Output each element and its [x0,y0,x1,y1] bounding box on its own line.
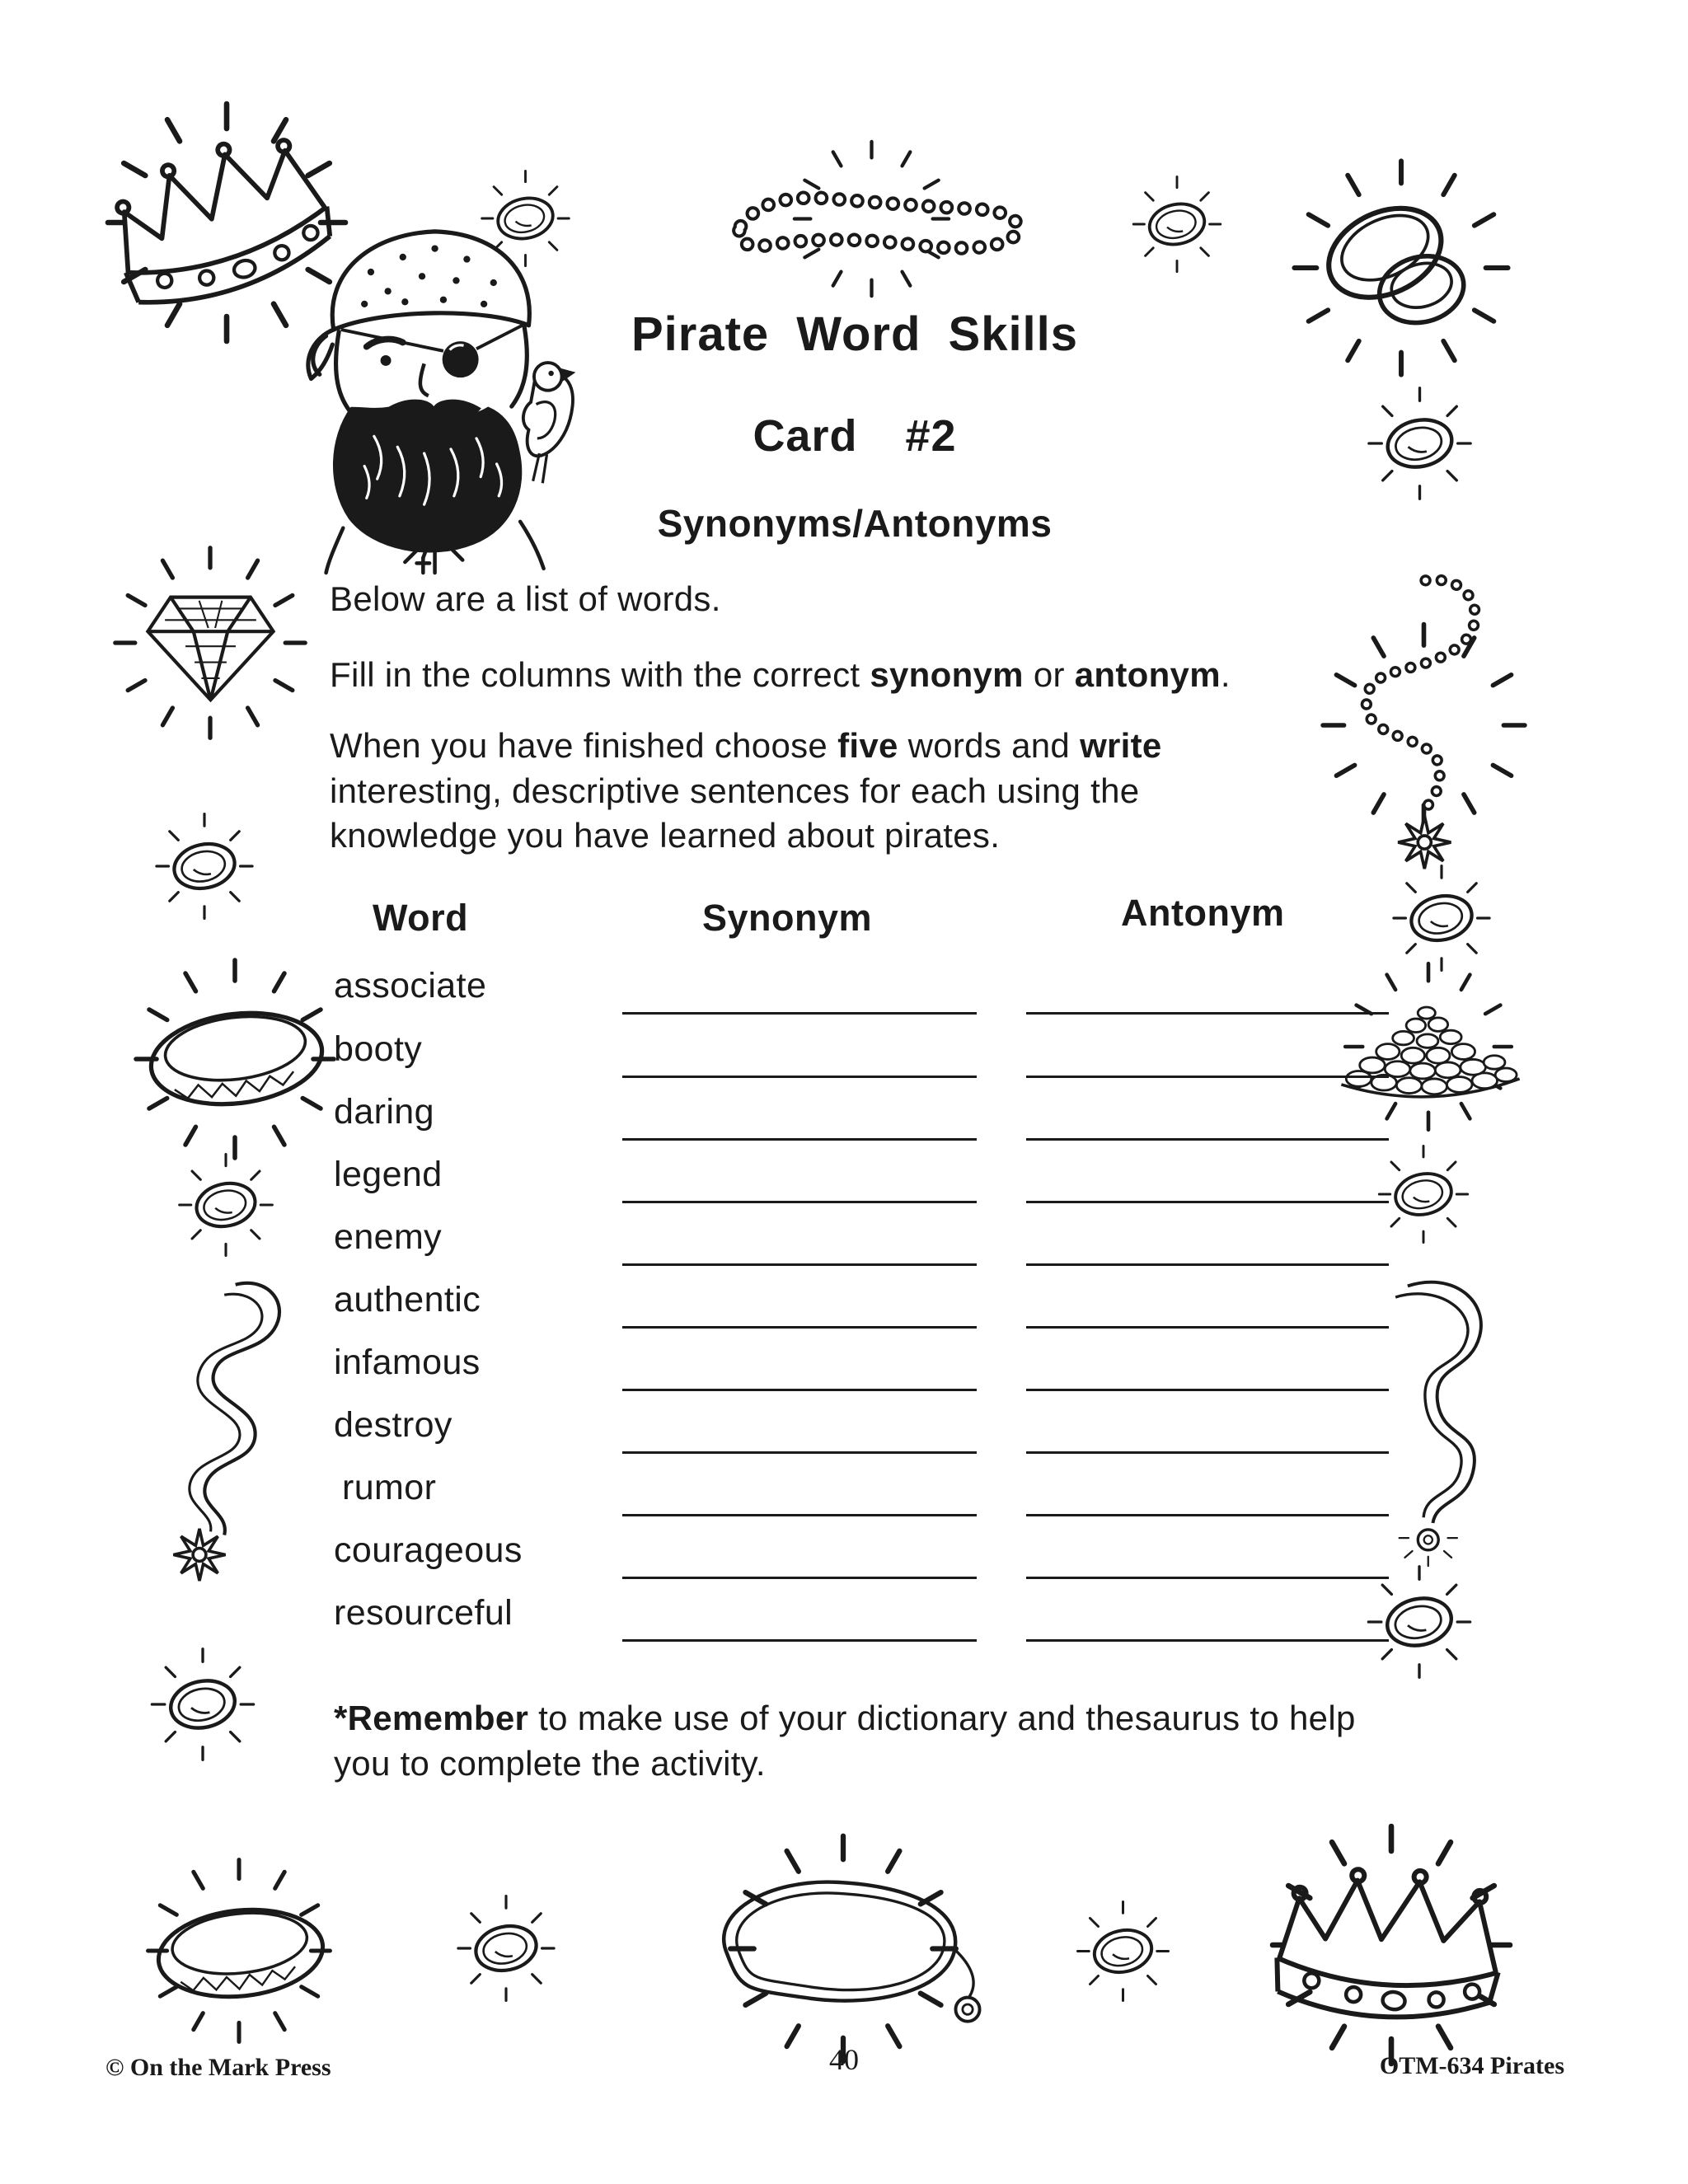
coin-icon [441,1894,571,2003]
word-label: courageous [334,1530,523,1570]
coin-icon [1360,386,1479,501]
synonym-blank-line [622,1639,977,1642]
antonym-blank-line [1026,1138,1389,1141]
ring-icon [135,1873,346,2033]
synonym-blank-line [622,1263,977,1266]
card-number: Card #2 [753,411,957,461]
word-label: daring [334,1092,434,1132]
word-label: authentic [334,1280,481,1319]
synonym-blank-line [622,1514,977,1516]
product-code: OTM-634 Pirates [1379,2052,1564,2079]
loop-necklace-icon [686,1853,999,2046]
crown-icon [1246,1835,1540,2060]
word-row [0,1343,1688,1407]
word-label: legend [334,1155,443,1194]
antonym-blank-line [1026,1326,1389,1329]
word-label: associate [334,966,487,1005]
coin-icon [147,812,262,921]
page-subtitle: Synonyms/Antonyms [657,502,1053,545]
word-row [0,1280,1688,1344]
word-row [0,1405,1688,1469]
word-row [0,1530,1688,1595]
coin-icon [1383,864,1500,972]
word-label: enemy [334,1217,443,1257]
synonym-blank-line [622,1076,977,1078]
word-row [0,1155,1688,1219]
bead-necklace-star-pendant-icon [1337,560,1514,886]
word-label: infamous [334,1343,481,1382]
synonym-blank-line [622,1201,977,1203]
word-label: booty [334,1029,423,1069]
word-label: resourceful [334,1593,513,1633]
word-label: destroy [334,1405,452,1445]
column-header-word: Word [373,897,469,939]
page-number: 40 [829,2043,859,2076]
instruction-line-1: Below are a list of words. [330,579,721,618]
pearl-necklace-icon [707,163,1041,279]
antonym-blank-line [1026,1451,1389,1454]
synonym-blank-line [622,1012,977,1015]
synonym-blank-line [622,1451,977,1454]
word-row [0,1029,1688,1094]
instruction-line-2: Fill in the columns with the correct synonym or antonym. [330,655,1231,694]
double-ring-icon [1306,180,1500,363]
word-row [0,1593,1688,1657]
synonym-blank-line [622,1577,977,1579]
instruction-line-3: When you have finished choose five words and write interesting, descriptive sentences for each using the knowledge you have learned about pirates. [330,726,1162,855]
page-title: Pirate Word Skills [631,307,1079,361]
synonym-blank-line [622,1326,977,1329]
antonym-blank-line [1026,1012,1389,1015]
word-row [0,966,1688,1030]
word-row [0,1092,1688,1156]
antonym-blank-line [1026,1639,1389,1642]
synonym-blank-line [622,1389,977,1391]
word-row [0,1217,1688,1282]
column-header-antonym: Antonym [1121,892,1285,934]
copyright-text: © On the Mark Press [106,2054,331,2081]
antonym-blank-line [1026,1263,1389,1266]
word-label: rumor [342,1468,437,1507]
antonym-blank-line [1026,1076,1389,1078]
synonym-blank-line [622,1138,977,1141]
word-row [0,1468,1688,1532]
antonym-blank-line [1026,1389,1389,1391]
gem-icon [130,569,291,717]
reminder-note: *Remember to make use of your dictionary and thesaurus to help you to complete the activity. [334,1699,1356,1783]
coin-icon [142,1647,264,1762]
coin-icon [1059,1900,1187,2003]
antonym-blank-line [1026,1514,1389,1516]
antonym-blank-line [1026,1201,1389,1203]
column-header-synonym: Synonym [702,897,873,939]
antonym-blank-line [1026,1577,1389,1579]
coin-icon [1114,175,1240,274]
